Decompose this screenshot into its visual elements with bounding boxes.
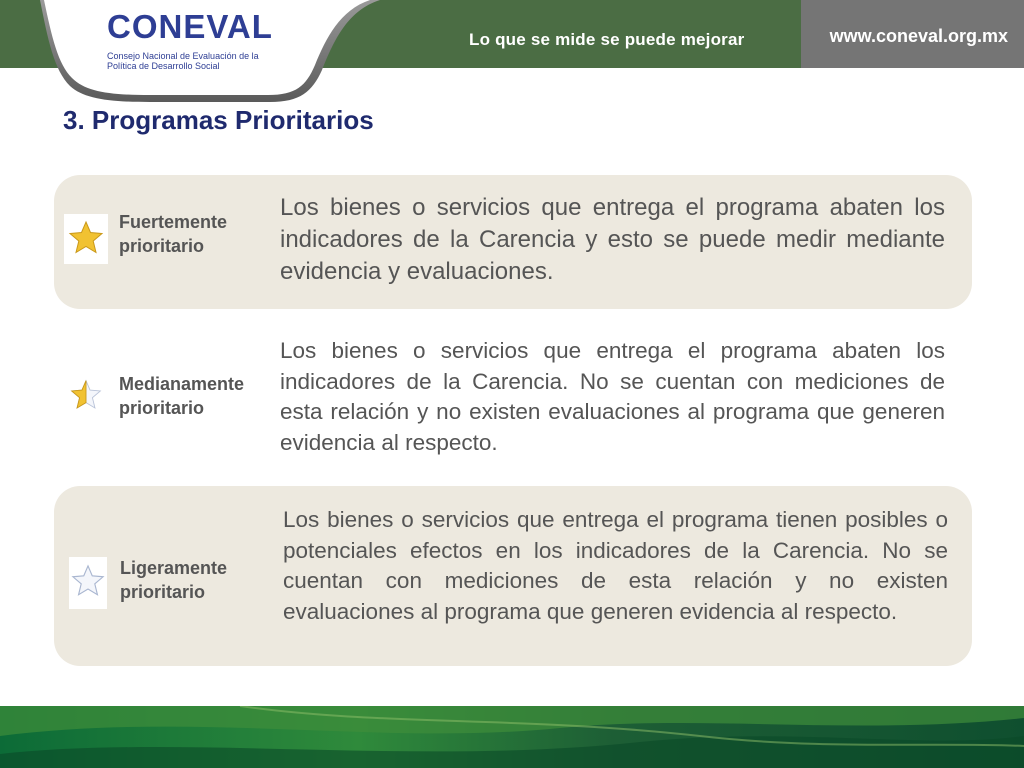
website-url[interactable]: www.coneval.org.mx (829, 26, 1008, 46)
slogan: Lo que se mide se puede mejorar (469, 30, 745, 49)
row-label-line1: Ligeramente (120, 558, 228, 578)
footer-band (0, 706, 1024, 768)
row-label-line1: Medianamente (119, 374, 245, 394)
star-full-icon (64, 214, 108, 264)
url-box (801, 0, 1024, 68)
row-label-2 (119, 372, 244, 420)
row-label-line2: prioritario (119, 236, 205, 256)
row-description-2: Los bienes o servicios que entrega el programa abaten los indicadores de la Carencia. No se cuentan con mediciones de esta relación y no existen evaluaciones al programa que generen evidencia al respecto. (280, 338, 945, 455)
row-label-line2: prioritario (119, 398, 205, 418)
row-label-line1: Fuertemente (119, 212, 228, 232)
page-title: 3. Programas Prioritarios (63, 105, 374, 135)
star-empty-icon (69, 557, 107, 609)
logo[interactable] (107, 8, 273, 46)
row-label-3 (120, 556, 227, 604)
star-half-icon (67, 376, 107, 416)
row-label-1 (119, 210, 227, 258)
logo-subtitle: Consejo Nacional de Evaluación de la Política de Desarrollo Social (107, 51, 259, 71)
row-description-1: Los bienes o servicios que entrega el programa abaten los indicadores de la Carencia y esto se puede medir mediante evidencia y evaluaciones. (280, 194, 945, 285)
logo-text: CONEVAL (107, 8, 273, 45)
row-description-3: Los bienes o servicios que entrega el programa tienen posibles o potenciales efectos en los indicadores de la Carencia. No se cuentan con mediciones de esta relación y no existen evaluaciones al programa que generen evidencia al respecto. (283, 507, 948, 624)
row-label-line2: prioritario (120, 582, 206, 602)
